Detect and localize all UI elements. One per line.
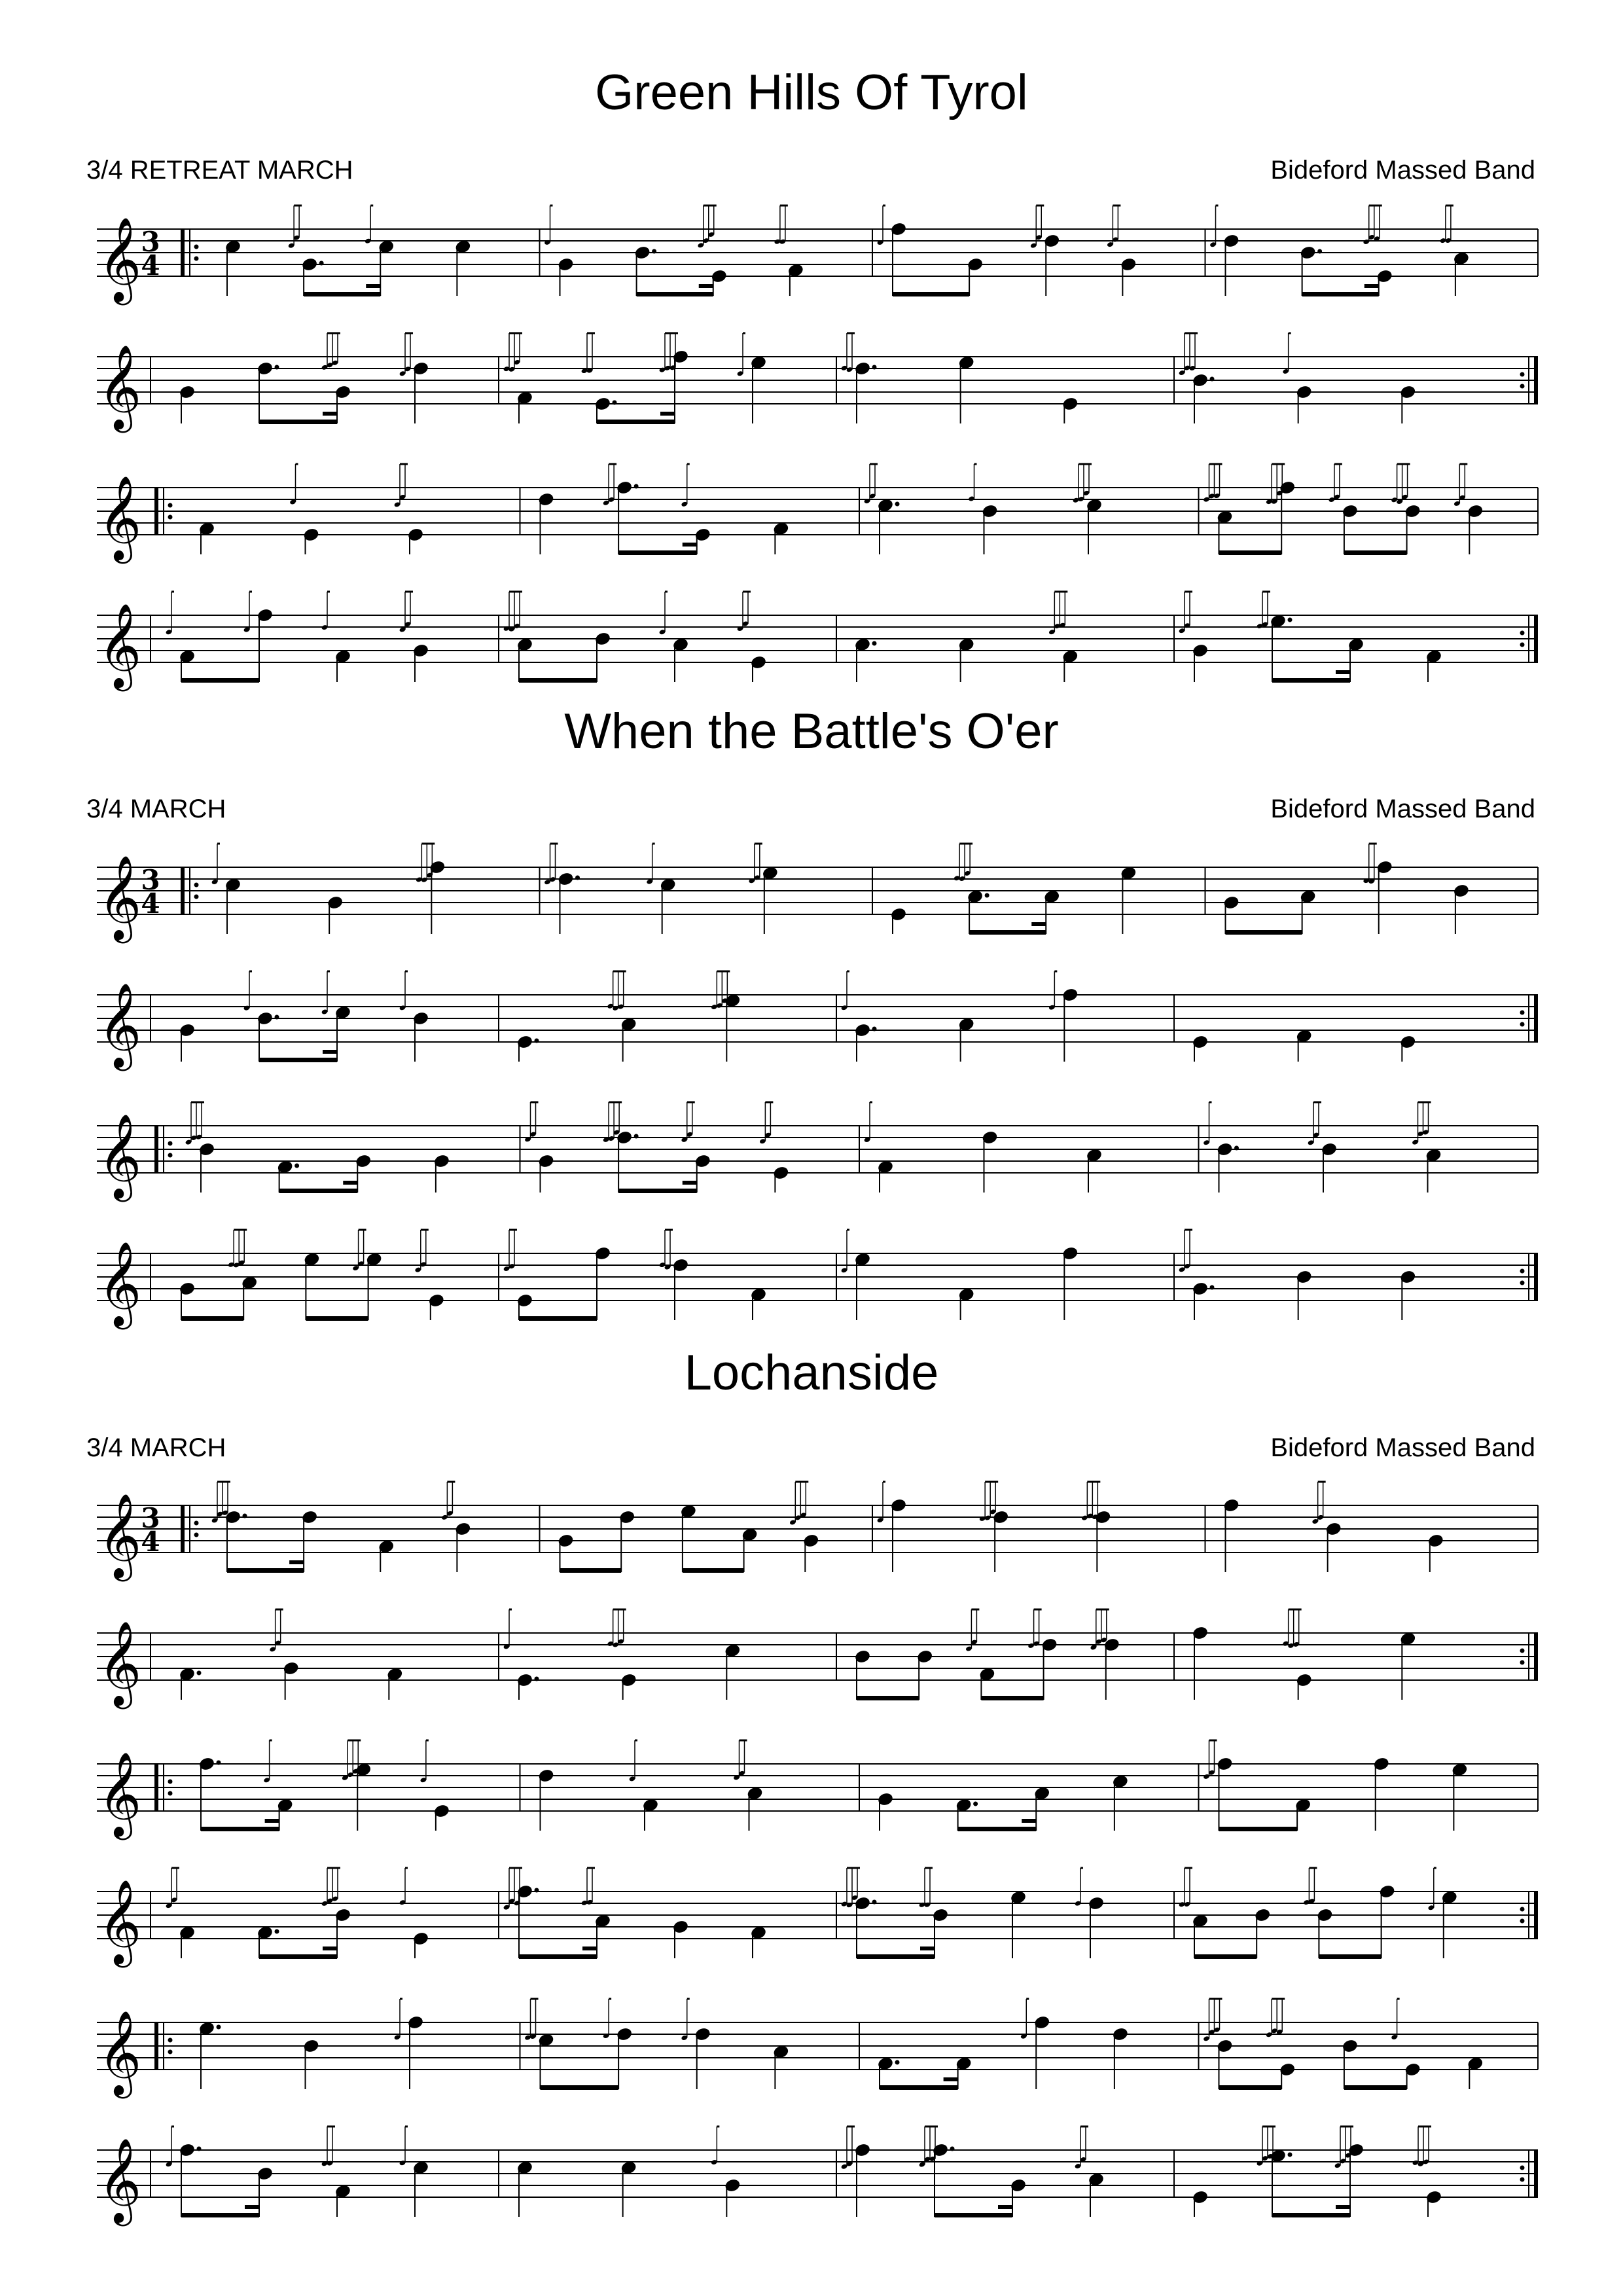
staff-2-1 bbox=[0, 1594, 1623, 1706]
treble-clef-icon: 𝄞 bbox=[98, 344, 142, 429]
repeat-start-thick-bar bbox=[154, 2022, 158, 2070]
dot bbox=[895, 2060, 900, 2065]
repeat-dot bbox=[168, 1791, 173, 1796]
beam bbox=[958, 1827, 1037, 1831]
treble-clef-icon: 𝄞 bbox=[98, 217, 142, 302]
beam bbox=[683, 1181, 697, 1185]
treble-clef-icon: 𝄞 bbox=[98, 1493, 142, 1578]
beam bbox=[597, 420, 675, 424]
treble-clef-icon: 𝄞 bbox=[98, 2138, 142, 2223]
dot bbox=[294, 1164, 299, 1168]
repeat-dot bbox=[1520, 1269, 1525, 1274]
staff-0-1 bbox=[0, 317, 1623, 429]
staff-1-3 bbox=[0, 1214, 1623, 1326]
beam bbox=[893, 292, 969, 296]
beam bbox=[1031, 922, 1046, 926]
beam bbox=[920, 1946, 935, 1950]
beam bbox=[1219, 1827, 1298, 1831]
beam bbox=[259, 1058, 337, 1062]
repeat-end-thick-bar bbox=[1534, 615, 1538, 662]
dot bbox=[575, 876, 580, 880]
beam bbox=[1344, 550, 1407, 555]
treble-clef-icon: 𝄞 bbox=[98, 1751, 142, 1837]
repeat-dot bbox=[168, 515, 173, 520]
beam bbox=[857, 1954, 935, 1959]
dot bbox=[535, 1677, 539, 1681]
beam bbox=[618, 550, 697, 555]
beam bbox=[306, 1316, 368, 1321]
repeat-dot bbox=[1520, 1907, 1525, 1912]
repeat-start-thick-bar bbox=[181, 1505, 185, 1552]
tune-band-green-hills: Bideford Massed Band bbox=[1270, 156, 1535, 185]
dot bbox=[535, 1888, 539, 1893]
staff-2-4 bbox=[0, 1983, 1623, 2095]
treble-clef-icon: 𝄞 bbox=[98, 603, 142, 688]
beam bbox=[944, 2077, 958, 2081]
beam bbox=[279, 1189, 358, 1193]
time-signature-bottom: 4 bbox=[141, 1526, 160, 1558]
time-signature-top: 3 bbox=[141, 226, 160, 258]
treble-clef-icon: 𝄞 bbox=[98, 1113, 142, 1198]
dot bbox=[895, 502, 900, 507]
tune-tempo-green-hills: 3/4 RETREAT MARCH bbox=[86, 156, 353, 185]
repeat-dot bbox=[168, 1153, 173, 1158]
beam bbox=[998, 2205, 1012, 2209]
dot bbox=[217, 1761, 221, 1765]
dot bbox=[217, 2025, 221, 2030]
repeat-end-thick-bar bbox=[1534, 1253, 1538, 1300]
tune-band-battles-oer: Bideford Massed Band bbox=[1270, 795, 1535, 823]
dot bbox=[872, 641, 877, 646]
beam bbox=[366, 284, 380, 288]
beam bbox=[323, 412, 337, 416]
tune-title-battles-oer: When the Battle's O'er bbox=[564, 704, 1059, 759]
dot bbox=[652, 249, 656, 254]
beam bbox=[181, 1316, 243, 1321]
dot bbox=[275, 1929, 279, 1934]
beam bbox=[304, 292, 380, 296]
beam bbox=[259, 420, 337, 424]
dot bbox=[985, 893, 990, 898]
dot bbox=[1288, 618, 1293, 622]
beam bbox=[265, 1819, 279, 1823]
repeat-end-thick-bar bbox=[1534, 2150, 1538, 2197]
tune-tempo-battles-oer: 3/4 MARCH bbox=[86, 795, 226, 823]
dot bbox=[973, 1802, 978, 1806]
dot bbox=[319, 261, 324, 266]
repeat-dot bbox=[1520, 2178, 1525, 2182]
repeat-start-thick-bar bbox=[181, 867, 185, 914]
repeat-end-thick-bar bbox=[1534, 995, 1538, 1042]
staff-2-0 bbox=[0, 1466, 1623, 1578]
beam bbox=[618, 1189, 697, 1193]
repeat-dot bbox=[194, 1533, 199, 1537]
treble-clef-icon: 𝄞 bbox=[98, 982, 142, 1067]
repeat-dot bbox=[1520, 631, 1525, 636]
staff-2-2 bbox=[0, 1725, 1623, 1837]
staff-1-0 bbox=[0, 828, 1623, 940]
repeat-dot bbox=[194, 257, 199, 261]
time-signature-bottom: 4 bbox=[141, 249, 160, 281]
beam bbox=[323, 1946, 337, 1950]
repeat-dot bbox=[168, 2038, 173, 2043]
beam bbox=[227, 1568, 304, 1573]
dot bbox=[1210, 1285, 1215, 1290]
staff-0-2 bbox=[0, 448, 1623, 560]
beam bbox=[1226, 930, 1302, 935]
beam bbox=[880, 2085, 958, 2090]
beam bbox=[683, 543, 697, 547]
time-signature-top: 3 bbox=[141, 1502, 160, 1534]
beam bbox=[1336, 2205, 1350, 2209]
repeat-dot bbox=[1520, 384, 1525, 389]
tune-title-green-hills: Green Hills Of Tyrol bbox=[595, 65, 1028, 120]
repeat-start-thick-bar bbox=[154, 1126, 158, 1173]
dot bbox=[872, 1027, 877, 1031]
beam bbox=[323, 1050, 337, 1054]
beam bbox=[699, 284, 713, 288]
repeat-dot bbox=[194, 1521, 199, 1526]
repeat-start-thick-bar bbox=[154, 1764, 158, 1811]
treble-clef-icon: 𝄞 bbox=[98, 1241, 142, 1326]
beam bbox=[660, 412, 675, 416]
beam bbox=[181, 2213, 259, 2217]
beam bbox=[541, 2085, 619, 2090]
repeat-end-thick-bar bbox=[1534, 357, 1538, 404]
time-signature-bottom: 4 bbox=[141, 888, 160, 920]
beam bbox=[857, 1696, 919, 1700]
dot bbox=[634, 484, 639, 489]
repeat-start-thick-bar bbox=[181, 229, 185, 276]
repeat-dot bbox=[1520, 1919, 1525, 1924]
beam bbox=[1319, 1954, 1381, 1959]
treble-clef-icon: 𝄞 bbox=[98, 2010, 142, 2095]
dot bbox=[275, 365, 279, 370]
dot bbox=[872, 365, 877, 370]
repeat-dot bbox=[1520, 372, 1525, 377]
beam bbox=[683, 1568, 744, 1573]
beam bbox=[1272, 678, 1350, 683]
dot bbox=[243, 1514, 247, 1518]
repeat-dot bbox=[168, 503, 173, 508]
repeat-dot bbox=[1520, 643, 1525, 647]
dot bbox=[1210, 377, 1215, 382]
beam bbox=[343, 1181, 357, 1185]
repeat-dot bbox=[1520, 1281, 1525, 1285]
repeat-dot bbox=[194, 245, 199, 249]
dot bbox=[275, 1015, 279, 1020]
beam bbox=[935, 2213, 1012, 2217]
treble-clef-icon: 𝄞 bbox=[98, 1879, 142, 1964]
beam bbox=[519, 1316, 597, 1321]
dot bbox=[197, 1671, 202, 1676]
dot bbox=[535, 1039, 539, 1043]
repeat-end-thick-bar bbox=[1534, 1892, 1538, 1939]
beam bbox=[245, 2205, 259, 2209]
repeat-start-thick-bar bbox=[154, 488, 158, 535]
staff-1-1 bbox=[0, 956, 1623, 1067]
dot bbox=[950, 2147, 955, 2151]
staff-0-3 bbox=[0, 576, 1623, 688]
beam bbox=[981, 1696, 1043, 1700]
repeat-dot bbox=[1520, 1660, 1525, 1665]
treble-clef-icon: 𝄞 bbox=[98, 475, 142, 560]
beam bbox=[1302, 292, 1379, 296]
repeat-dot bbox=[168, 2050, 173, 2054]
beam bbox=[637, 292, 713, 296]
dot bbox=[1234, 1146, 1239, 1151]
beam bbox=[582, 1946, 597, 1950]
tune-title-lochanside: Lochanside bbox=[684, 1345, 939, 1401]
repeat-dot bbox=[1520, 1022, 1525, 1027]
beam bbox=[969, 930, 1046, 935]
repeat-dot bbox=[168, 1780, 173, 1784]
repeat-dot bbox=[194, 883, 199, 888]
beam bbox=[201, 1827, 279, 1831]
dot bbox=[613, 401, 617, 405]
beam bbox=[1344, 2085, 1407, 2090]
beam bbox=[1219, 550, 1282, 555]
staff-2-5 bbox=[0, 2111, 1623, 2223]
repeat-dot bbox=[1520, 1649, 1525, 1653]
beam bbox=[560, 1568, 622, 1573]
beam bbox=[1364, 284, 1379, 288]
dot bbox=[1288, 2153, 1293, 2157]
repeat-end-thick-bar bbox=[1534, 1633, 1538, 1680]
repeat-dot bbox=[194, 895, 199, 899]
beam bbox=[1219, 2085, 1282, 2090]
repeat-dot bbox=[168, 1141, 173, 1146]
treble-clef-icon: 𝄞 bbox=[98, 1621, 142, 1706]
dot bbox=[634, 1134, 639, 1139]
repeat-dot bbox=[1520, 2166, 1525, 2170]
time-signature-top: 3 bbox=[141, 864, 160, 896]
beam bbox=[519, 678, 597, 683]
dot bbox=[872, 1900, 877, 1905]
beam bbox=[181, 678, 259, 683]
dot bbox=[1317, 249, 1322, 254]
repeat-dot bbox=[1520, 1011, 1525, 1015]
beam bbox=[519, 1954, 597, 1959]
treble-clef-icon: 𝄞 bbox=[98, 855, 142, 940]
beam bbox=[1022, 1819, 1036, 1823]
staff-1-2 bbox=[0, 1086, 1623, 1198]
beam bbox=[1336, 670, 1350, 674]
staff-0-0 bbox=[0, 190, 1623, 302]
dot bbox=[197, 2147, 202, 2151]
beam bbox=[259, 1954, 337, 1959]
tune-band-lochanside: Bideford Massed Band bbox=[1270, 1433, 1535, 1462]
staff-2-3 bbox=[0, 1852, 1623, 1964]
tune-tempo-lochanside: 3/4 MARCH bbox=[86, 1433, 226, 1462]
beam bbox=[1272, 2213, 1350, 2217]
beam bbox=[1194, 1954, 1257, 1959]
beam bbox=[289, 1560, 304, 1564]
